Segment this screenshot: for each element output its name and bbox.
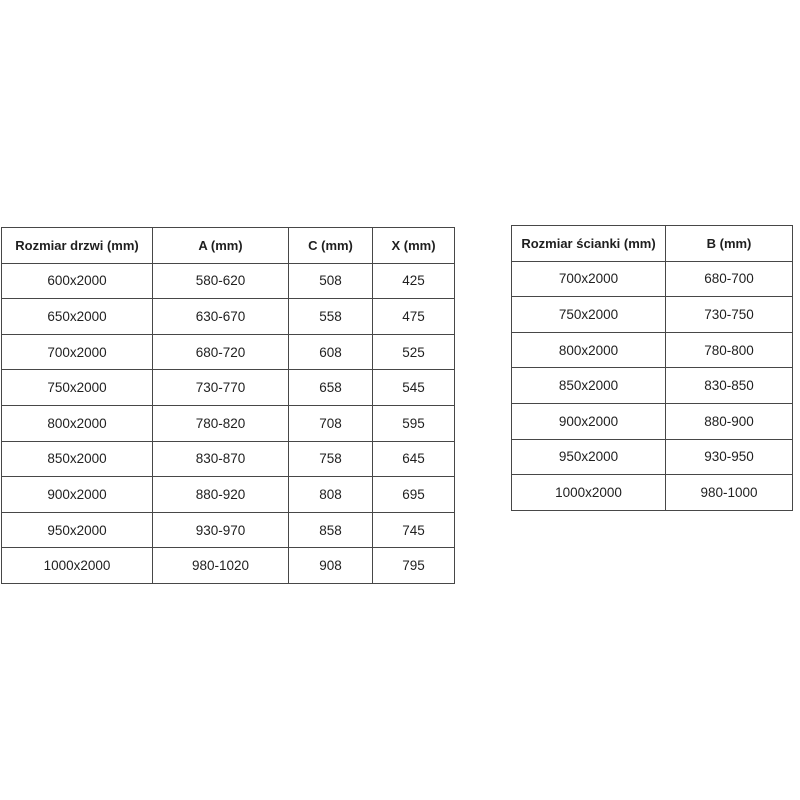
table-cell: 930-970 — [153, 512, 289, 548]
table-header-row — [512, 226, 793, 262]
table-cell: 680-700 — [666, 261, 793, 297]
table-cell: 800x2000 — [2, 405, 153, 441]
table-cell: 900x2000 — [512, 403, 666, 439]
column-header-wall-size: Rozmiar ścianki (mm) — [512, 226, 666, 262]
table-cell: 950x2000 — [512, 439, 666, 475]
wall-size-table — [511, 225, 793, 511]
column-header-x: X (mm) — [373, 228, 455, 264]
wall-size-table-body — [512, 261, 793, 510]
table-cell: 508 — [289, 263, 373, 299]
table-cell: 930-950 — [666, 439, 793, 475]
table-cell: 545 — [373, 370, 455, 406]
table-row — [2, 299, 455, 335]
table-cell: 630-670 — [153, 299, 289, 335]
table-row — [512, 261, 793, 297]
table-row — [2, 477, 455, 513]
table-row — [512, 368, 793, 404]
table-cell: 858 — [289, 512, 373, 548]
table-cell: 780-820 — [153, 405, 289, 441]
table-cell: 980-1020 — [153, 548, 289, 584]
table-cell: 830-870 — [153, 441, 289, 477]
table-cell: 800x2000 — [512, 332, 666, 368]
table-cell: 750x2000 — [512, 297, 666, 333]
table-cell: 475 — [373, 299, 455, 335]
table-cell: 700x2000 — [2, 334, 153, 370]
table-cell: 980-1000 — [666, 475, 793, 511]
table-cell: 600x2000 — [2, 263, 153, 299]
table-row — [2, 334, 455, 370]
table-cell: 680-720 — [153, 334, 289, 370]
column-header-c: C (mm) — [289, 228, 373, 264]
table-cell: 900x2000 — [2, 477, 153, 513]
table-cell: 758 — [289, 441, 373, 477]
table-row — [512, 332, 793, 368]
table-cell: 808 — [289, 477, 373, 513]
table-cell: 880-920 — [153, 477, 289, 513]
table-cell: 830-850 — [666, 368, 793, 404]
table-row — [512, 297, 793, 333]
table-row — [2, 370, 455, 406]
table-row — [2, 512, 455, 548]
column-header-a: A (mm) — [153, 228, 289, 264]
table-cell: 558 — [289, 299, 373, 335]
table-cell: 1000x2000 — [2, 548, 153, 584]
table-row — [2, 263, 455, 299]
table-cell: 645 — [373, 441, 455, 477]
table-cell: 525 — [373, 334, 455, 370]
table-row — [2, 441, 455, 477]
table-cell: 850x2000 — [512, 368, 666, 404]
table-cell: 908 — [289, 548, 373, 584]
table-cell: 780-800 — [666, 332, 793, 368]
column-header-door-size: Rozmiar drzwi (mm) — [2, 228, 153, 264]
table-cell: 950x2000 — [2, 512, 153, 548]
table-row — [2, 405, 455, 441]
table-row — [2, 548, 455, 584]
door-size-table — [1, 227, 455, 584]
table-cell: 658 — [289, 370, 373, 406]
table-header-row — [2, 228, 455, 264]
table-cell: 750x2000 — [2, 370, 153, 406]
table-cell: 880-900 — [666, 403, 793, 439]
table-cell: 425 — [373, 263, 455, 299]
table-cell: 608 — [289, 334, 373, 370]
table-cell: 700x2000 — [512, 261, 666, 297]
table-cell: 595 — [373, 405, 455, 441]
table-cell: 1000x2000 — [512, 475, 666, 511]
table-cell: 795 — [373, 548, 455, 584]
table-cell: 850x2000 — [2, 441, 153, 477]
table-cell: 650x2000 — [2, 299, 153, 335]
table-cell: 730-750 — [666, 297, 793, 333]
table-row — [512, 475, 793, 511]
table-cell: 730-770 — [153, 370, 289, 406]
table-cell: 708 — [289, 405, 373, 441]
column-header-b: B (mm) — [666, 226, 793, 262]
table-row — [512, 403, 793, 439]
door-size-table-body — [2, 263, 455, 583]
table-row — [512, 439, 793, 475]
table-cell: 745 — [373, 512, 455, 548]
table-cell: 695 — [373, 477, 455, 513]
table-cell: 580-620 — [153, 263, 289, 299]
